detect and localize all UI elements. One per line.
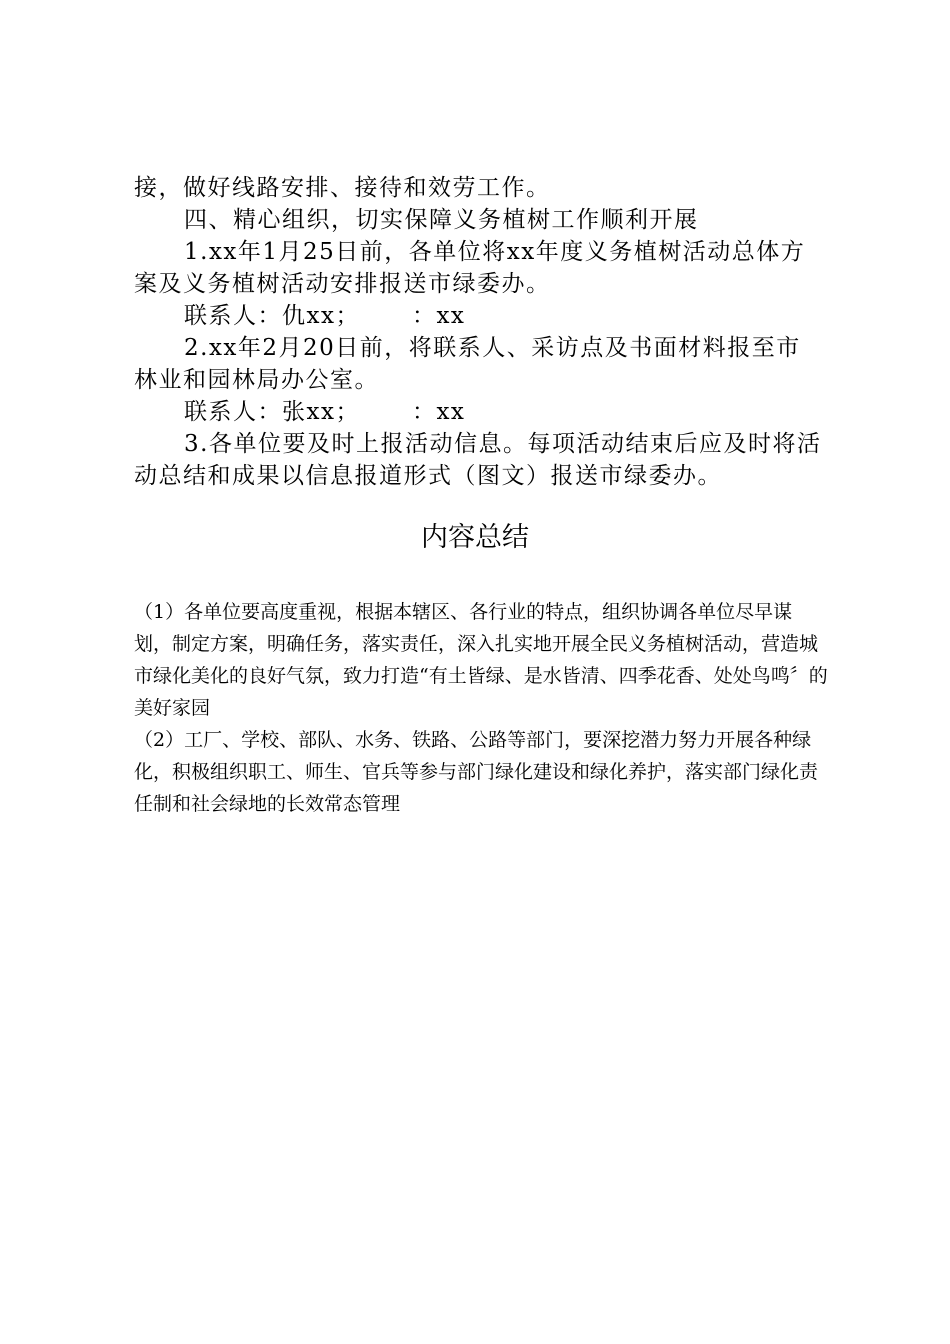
paragraph-continuation: 接，做好线路安排、接待和效劳工作。 — [134, 175, 551, 201]
contact-name-1: 联系人：仇xx； — [184, 303, 360, 329]
contact-line-2 — [134, 396, 824, 428]
summary-item-1: （1）各单位要高度重视，根据本辖区、各行业的特点，组织协调各单位尽早谋划，制定方案，明确任务，落实责任，深入扎实地开展全民义务植树活动，营造城市绿化美化的良好气氛，致力打造“有土皆绿、是水皆清、四季花香、处处鸟鸣〞的美好家园 — [134, 601, 828, 719]
summary-item-2: （2）工厂、学校、部队、水务、铁路、公路等部门，要深挖潜力努力开展各种绿化，积极组织职工、师生、官兵等参与部门绿化建设和绿化养护，落实部门绿化责任制和社会绿地的长效常态管理 — [134, 729, 819, 815]
document-body — [134, 172, 824, 492]
summary-body — [134, 596, 828, 820]
paragraph-item-1: 1.xx年1月25日前，各单位将xx年度义务植树活动总体方案及义务植树活动安排报送市绿委办。 — [134, 239, 806, 297]
paragraph-item-3: 3.各单位要及时上报活动信息。每项活动结束后应及时将活动总结和成果以信息报道形式（图文）报送市绿委办。 — [134, 431, 822, 489]
paragraph-item-2: 2.xx年2月20日前，将联系人、采访点及书面材料报至市林业和园林局办公室。 — [134, 335, 801, 393]
summary-title: 内容总结 — [421, 522, 529, 553]
contact-line-1 — [134, 300, 824, 332]
contact-name-2: 联系人：张xx； — [184, 399, 360, 425]
contact-detail-2: ：xx — [411, 399, 466, 425]
contact-detail-1: ：xx — [411, 303, 466, 329]
section-heading: 四、精心组织，切实保障义务植树工作顺利开展 — [184, 207, 699, 233]
